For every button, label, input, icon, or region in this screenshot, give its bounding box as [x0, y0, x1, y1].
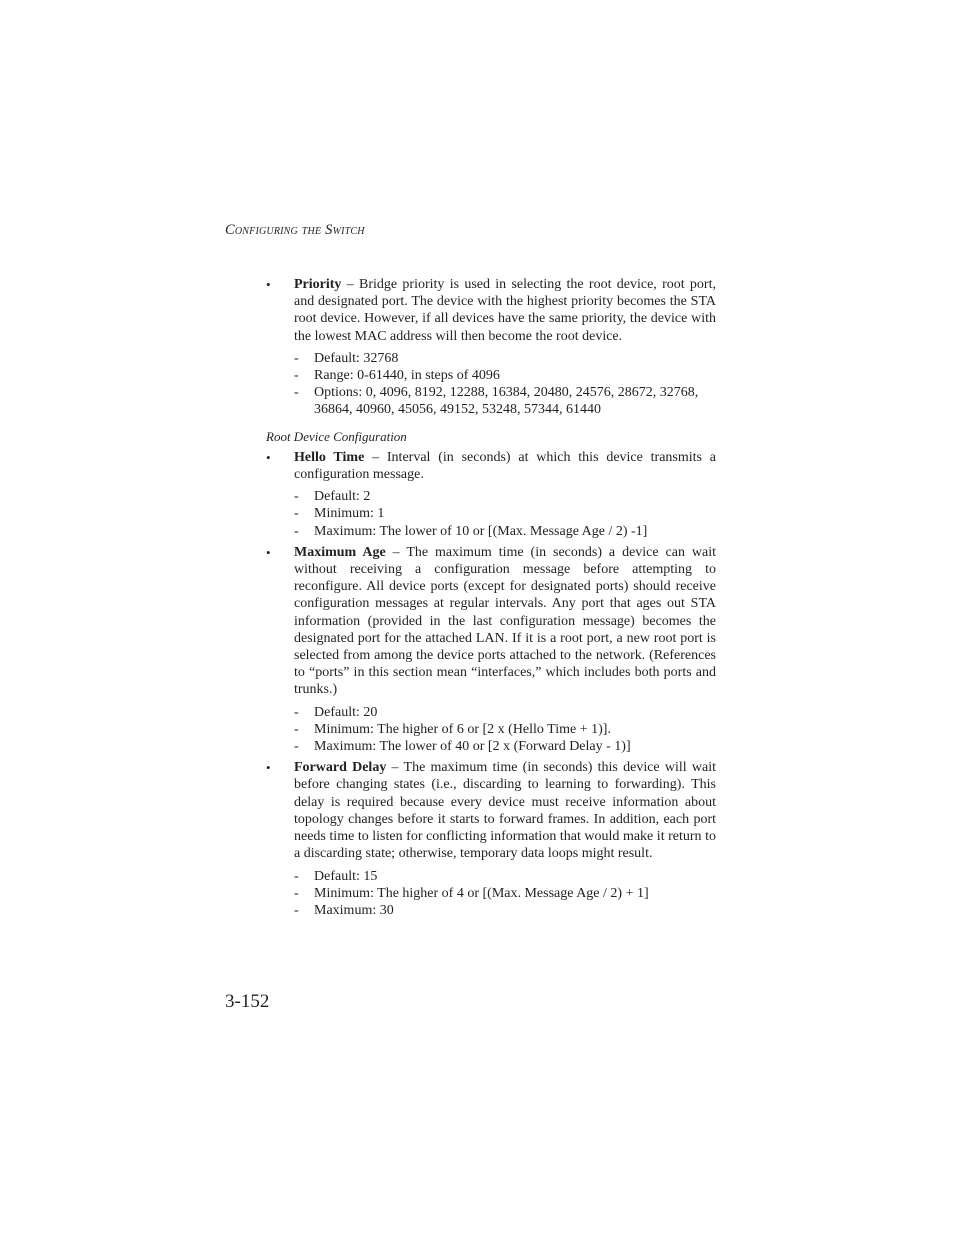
- list-item: [294, 384, 716, 418]
- hello-time-sub-list: [266, 488, 716, 540]
- list-item: [294, 488, 716, 505]
- list-item-text: Minimum: The higher of 4 or [(Max. Message Age / 2) + 1]: [314, 885, 649, 901]
- description-priority: – Bridge priority is used in selecting the root device, root port, and designated port. The device with the highest priority becomes the STA root device. However, if all devices have the same priority, the device with the lowest MAC address will then become the root device.: [294, 277, 716, 344]
- list-item-text: Default: 15: [314, 868, 378, 884]
- page-number: 3-152: [225, 991, 270, 1012]
- forward-delay-sub-list: [266, 868, 716, 920]
- list-item-text: Default: 2: [314, 489, 371, 505]
- list-item: [294, 885, 716, 902]
- list-item-text: Maximum: 30: [314, 902, 394, 918]
- dash-icon: -: [294, 368, 299, 384]
- dash-icon: -: [294, 489, 299, 505]
- term-maximum-age: Maximum Age: [294, 544, 386, 560]
- dash-icon: -: [294, 385, 299, 401]
- list-item: [294, 523, 716, 540]
- list-item: [294, 505, 716, 522]
- dash-icon: -: [294, 739, 299, 755]
- list-item-text: Minimum: The higher of 6 or [2 x (Hello Time + 1)].: [314, 721, 611, 737]
- list-item-text: Maximum: The lower of 40 or [2 x (Forward Delay - 1)]: [314, 739, 631, 755]
- list-item: [294, 367, 716, 384]
- maximum-age-sub-list: [266, 704, 716, 756]
- list-item: [294, 704, 716, 721]
- description-forward-delay: – The maximum time (in seconds) this device will wait before changing states (i.e., discarding to learning to forwarding). This delay is required because every device must receive information about topology changes before it starts to forward frames. In addition, each port needs time to listen for conflicting information that would make it return to a discarding state; otherwise, temporary data loops might result.: [294, 760, 716, 862]
- dash-icon: -: [294, 868, 299, 884]
- list-item-text: Options: 0, 4096, 8192, 12288, 16384, 20480, 24576, 28672, 32768, 36864, 40960, 45056, 49152, 53248, 57344, 61440: [314, 385, 699, 418]
- dash-icon: -: [294, 721, 299, 737]
- list-item-text: Minimum: 1: [314, 506, 385, 522]
- dash-icon: -: [294, 523, 299, 539]
- dash-icon: -: [294, 506, 299, 522]
- page-content: [266, 276, 716, 923]
- list-item: [294, 721, 716, 738]
- dash-icon: -: [294, 350, 299, 366]
- dash-icon: -: [294, 885, 299, 901]
- bullet-maximum-age: [266, 544, 716, 699]
- bullet-forward-delay: [266, 759, 716, 862]
- term-hello-time: Hello Time: [294, 449, 365, 465]
- list-item: [294, 868, 716, 885]
- description-hello-time: – Interval (in seconds) at which this device transmits a configuration message.: [294, 449, 716, 483]
- term-forward-delay: Forward Delay: [294, 760, 387, 776]
- bullet-icon: •: [266, 760, 271, 776]
- term-priority: Priority: [294, 277, 342, 292]
- bullet-icon: •: [266, 544, 271, 560]
- bullet-hello-time: [266, 449, 716, 483]
- list-item: [294, 902, 716, 919]
- dash-icon: -: [294, 902, 299, 918]
- priority-sub-list: [266, 350, 716, 419]
- running-header: Configuring the Switch: [225, 222, 365, 238]
- list-item: [294, 738, 716, 755]
- list-item-text: Default: 20: [314, 704, 378, 720]
- list-item-text: Range: 0-61440, in steps of 4096: [314, 368, 500, 384]
- description-maximum-age: – The maximum time (in seconds) a device can wait without receiving a configuration message before attempting to reconfigure. All device ports (except for designated ports) should receive configuration messages at regular intervals. Any port that ages out STA information (provided in the last configuration message) becomes the designated port for the attached LAN. If it is a root port, a new root port is selected from among the device ports attached to the network. (References to “ports” in this section mean “interfaces,” which includes both ports and trunks.): [294, 544, 717, 698]
- list-item-text: Maximum: The lower of 10 or [(Max. Message Age / 2) -1]: [314, 523, 648, 539]
- bullet-icon: •: [266, 449, 271, 465]
- list-item: [294, 350, 716, 367]
- list-item-text: Default: 32768: [314, 350, 399, 366]
- section-heading: Root Device Configuration: [266, 428, 407, 444]
- dash-icon: -: [294, 704, 299, 720]
- bullet-icon: •: [266, 277, 271, 292]
- bullet-priority: [266, 276, 716, 345]
